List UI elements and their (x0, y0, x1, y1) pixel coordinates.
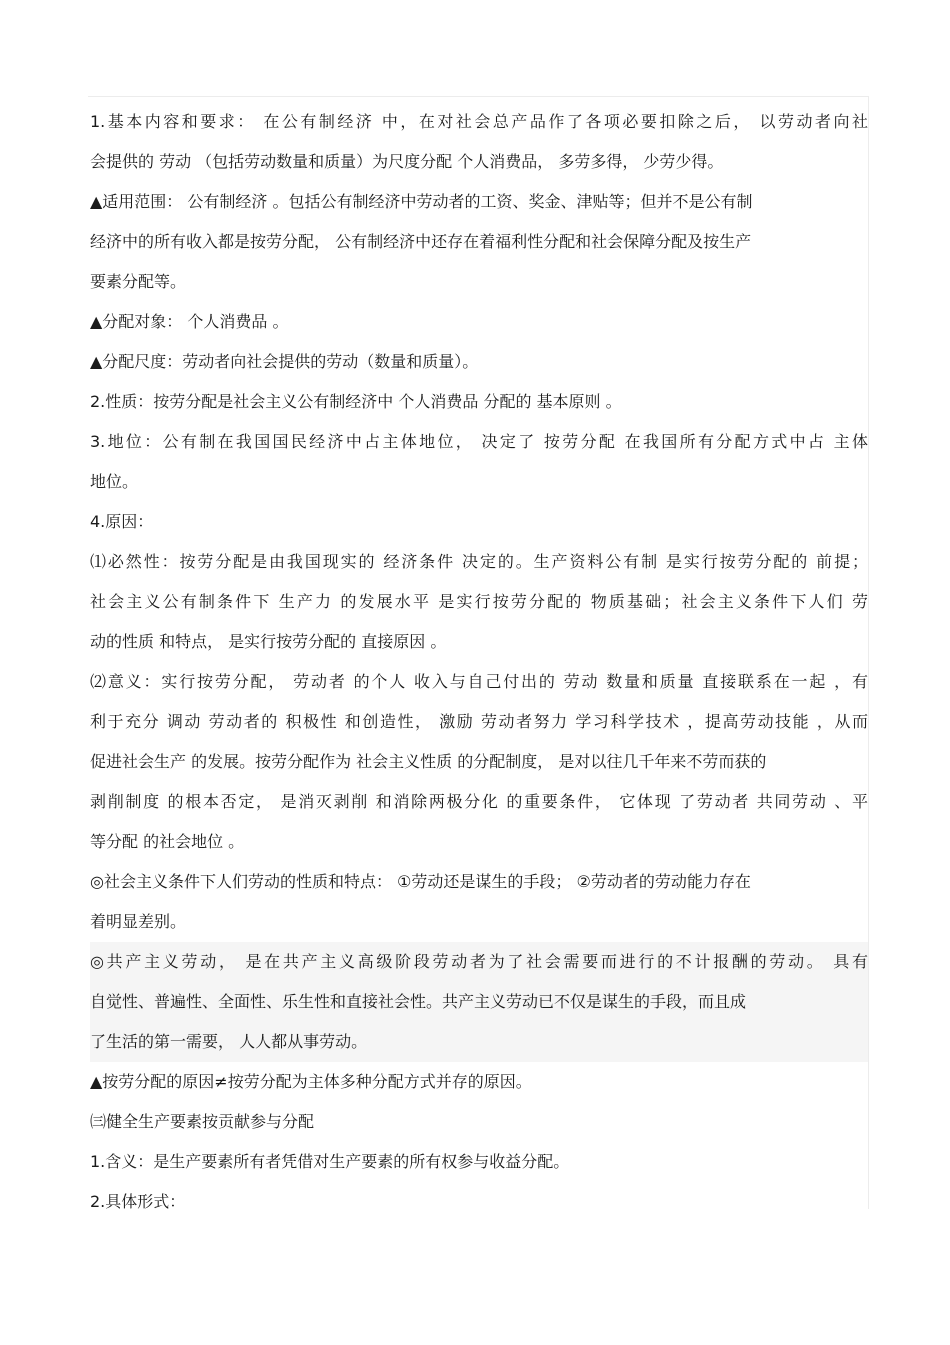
text-line: ◎社会主义条件下人们劳动的性质和特点： ①劳动还是谋生的手段； ②劳动者的劳动能力存在 (90, 872, 751, 891)
text-line: 2.性质：按劳分配是社会主义公有制经济中 个人消费品 分配的 基本原则 。 (90, 392, 622, 411)
text-line: 利于充分 调动 劳动者的 积极性 和创造性， 激励 劳动者努力 学习科学技术 ，提高劳动技能 ，从而 (90, 712, 868, 731)
text-line: ㈢健全生产要素按贡献参与分配 (90, 1112, 315, 1131)
text-line: 3.地位：公有制在我国国民经济中占主体地位， 决定了 按劳分配 在我国所有分配方式中占 主体 (90, 432, 868, 451)
text-line: ▲按劳分配的原因≠按劳分配为主体多种分配方式并存的原因。 (90, 1072, 532, 1091)
text-line: ▲适用范围： 公有制经济 。包括公有制经济中劳动者的工资、奖金、津贴等；但并不是公有制 (90, 192, 753, 211)
text-line: 1.含义：是生产要素所有者凭借对生产要素的所有权参与收益分配。 (90, 1152, 570, 1171)
shaded-note-block (90, 942, 868, 1062)
text-line: 剥削制度 的根本否定， 是消灭剥削 和消除两极分化 的重要条件， 它体现 了劳动者 共同劳动 、平 (90, 792, 868, 811)
text-line: ▲分配尺度：劳动者向社会提供的劳动（数量和质量）。 (90, 352, 479, 371)
text-line: 社会主义公有制条件下 生产力 的发展水平 是实行按劳分配的 物质基础；社会主义条件下人们 劳 (90, 592, 868, 611)
text-line: 要素分配等。 (90, 272, 187, 291)
text-line: ◎共产主义劳动， 是在共产主义高级阶段劳动者为了社会需要而进行的不计报酬的劳动。 具有 (90, 952, 868, 971)
text-line: ⑴必然性：按劳分配是由我国现实的 经济条件 决定的。生产资料公有制 是实行按劳分配的 前提； (90, 552, 868, 571)
text-line: 会提供的 劳动 （包括劳动数量和质量）为尺度分配 个人消费品， 多劳多得， 少劳少得。 (90, 152, 724, 171)
text-line: ▲分配对象： 个人消费品 。 (90, 312, 289, 331)
text-line: 了生活的第一需要， 人人都从事劳动。 (90, 1032, 368, 1051)
text-line: 1.基本内容和要求： 在公有制经济 中，在对社会总产品作了各项必要扣除之后， 以劳动者向社 (90, 112, 868, 131)
text-line: 促进社会生产 的发展。按劳分配作为 社会主义性质 的分配制度， 是对以往几千年来不劳而获的 (90, 752, 767, 771)
text-line: 经济中的所有收入都是按劳分配， 公有制经济中还存在着福利性分配和社会保障分配及按生产 (90, 232, 752, 251)
text-line: 自觉性、普遍性、全面性、乐生性和直接社会性。共产主义劳动已不仅是谋生的手段，而且成 (90, 992, 747, 1011)
text-line: 等分配 的社会地位 。 (90, 832, 245, 851)
text-line: 2.具体形式： (90, 1192, 186, 1211)
text-line: 地位。 (90, 472, 139, 491)
text-line: 4.原因： (90, 512, 154, 531)
text-line: 着明显差别。 (90, 912, 187, 931)
text-line: ⑵意义：实行按劳分配， 劳动者 的个人 收入与自己付出的 劳动 数量和质量 直接联系在一起 ，有 (90, 672, 868, 691)
document-body (90, 102, 868, 1222)
text-line: 动的性质 和特点， 是实行按劳分配的 直接原因 。 (90, 632, 447, 651)
